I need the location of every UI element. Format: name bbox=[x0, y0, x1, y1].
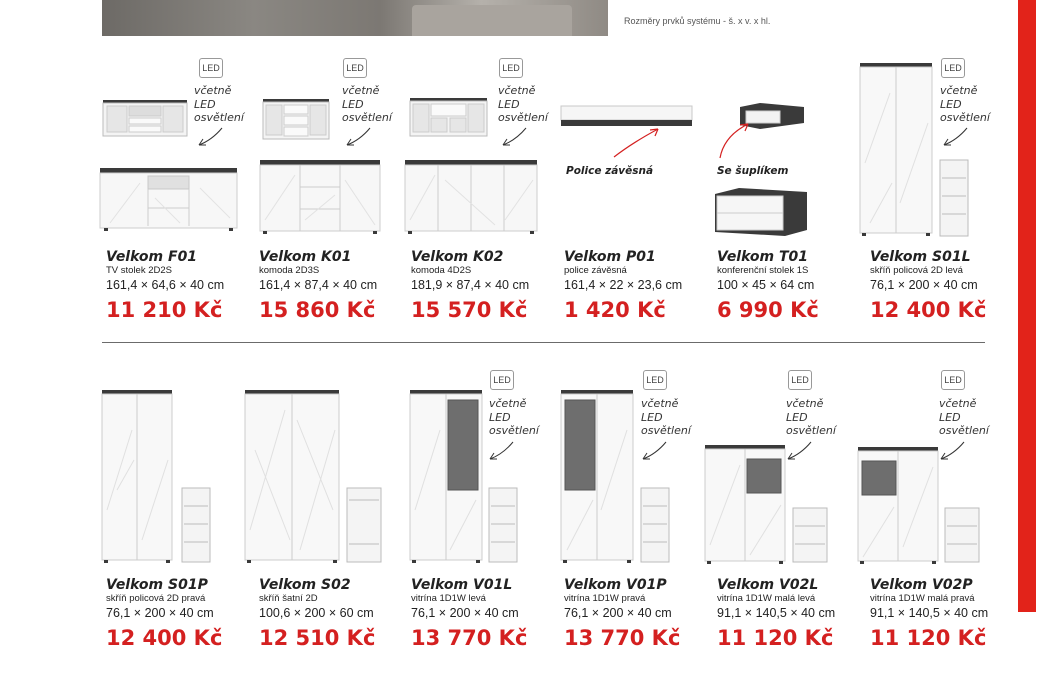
product-dimensions: 76,1 × 200 × 40 cm bbox=[106, 606, 214, 620]
product-card-s01p bbox=[106, 577, 256, 651]
product-dimensions: 91,1 × 140,5 × 40 cm bbox=[870, 606, 989, 620]
product-description: vitrína 1D1W levá bbox=[411, 593, 486, 604]
led-label: včetně LED osvětlení bbox=[641, 397, 691, 437]
s01l-cabinet-image bbox=[860, 63, 932, 237]
product-card-k02 bbox=[411, 249, 561, 323]
led-arrow-icon bbox=[487, 440, 515, 462]
led-badge: LED bbox=[788, 370, 812, 390]
k01-dresser-image bbox=[260, 160, 380, 234]
led-arrow-icon bbox=[500, 126, 528, 148]
product-dimensions: 161,4 × 64,6 × 40 cm bbox=[106, 278, 225, 292]
product-name: Velkom S01L bbox=[870, 249, 971, 265]
product-price: 11 210 Kč bbox=[106, 298, 223, 322]
f01-tv-stand-image bbox=[100, 168, 237, 232]
led-badge: LED bbox=[490, 370, 514, 390]
product-name: Velkom T01 bbox=[717, 249, 809, 265]
led-arrow-icon bbox=[938, 440, 966, 462]
led-arrow-icon bbox=[785, 440, 813, 462]
product-name: Velkom S01P bbox=[106, 577, 208, 593]
s01p-cabinet-image bbox=[102, 390, 172, 564]
product-card-v01l bbox=[411, 577, 561, 651]
s01l-open-image bbox=[940, 160, 968, 236]
product-card-p01 bbox=[564, 249, 714, 323]
product-name: Velkom V02P bbox=[870, 577, 973, 593]
product-price: 13 770 Kč bbox=[411, 626, 528, 650]
t01-coffee-table-image bbox=[715, 188, 807, 236]
led-label: včetně LED osvětlení bbox=[194, 84, 244, 124]
product-price: 13 770 Kč bbox=[564, 626, 681, 650]
product-name: Velkom F01 bbox=[106, 249, 198, 265]
product-name: Velkom K02 bbox=[411, 249, 504, 265]
product-name: Velkom V02L bbox=[717, 577, 819, 593]
product-description: TV stolek 2D2S bbox=[106, 265, 172, 276]
product-card-v02l bbox=[717, 577, 867, 651]
p01-callout-arrow bbox=[612, 125, 662, 160]
product-price: 6 990 Kč bbox=[717, 298, 819, 322]
product-dimensions: 161,4 × 22 × 23,6 cm bbox=[564, 278, 683, 292]
product-dimensions: 76,1 × 200 × 40 cm bbox=[411, 606, 519, 620]
product-dimensions: 91,1 × 140,5 × 40 cm bbox=[717, 606, 836, 620]
product-card-s02 bbox=[259, 577, 409, 651]
product-description: komoda 2D3S bbox=[259, 265, 320, 276]
product-card-v02p bbox=[870, 577, 1020, 651]
product-card-k01 bbox=[259, 249, 409, 323]
product-description: skříň policová 2D levá bbox=[870, 265, 963, 276]
led-badge: LED bbox=[199, 58, 223, 78]
product-name: Velkom K01 bbox=[259, 249, 352, 265]
product-price: 12 400 Kč bbox=[870, 298, 987, 322]
s02-wardrobe-image bbox=[245, 390, 339, 564]
product-price: 11 120 Kč bbox=[717, 626, 834, 650]
product-description: vitrína 1D1W malá pravá bbox=[870, 593, 975, 604]
led-badge: LED bbox=[343, 58, 367, 78]
v02l-vitrine-image bbox=[705, 445, 785, 565]
product-name: Velkom P01 bbox=[564, 249, 656, 265]
k01-open-image bbox=[263, 99, 329, 141]
product-description: police závěsná bbox=[564, 265, 627, 276]
rug-detail bbox=[412, 5, 572, 36]
led-label: včetně LED osvětlení bbox=[498, 84, 548, 124]
s01p-open-image bbox=[182, 488, 210, 562]
led-arrow-icon bbox=[941, 126, 969, 148]
product-description: konferenční stolek 1S bbox=[717, 265, 809, 276]
dimensions-note: Rozměry prvků systému - š. x v. x hl. bbox=[624, 16, 771, 26]
product-dimensions: 76,1 × 200 × 40 cm bbox=[564, 606, 672, 620]
v02p-vitrine-image bbox=[858, 447, 938, 565]
product-description: vitrína 1D1W pravá bbox=[564, 593, 646, 604]
row-divider bbox=[102, 342, 985, 343]
side-accent-bar bbox=[1018, 0, 1036, 612]
led-label: včetně LED osvětlení bbox=[940, 84, 990, 124]
led-badge: LED bbox=[643, 370, 667, 390]
product-price: 15 860 Kč bbox=[259, 298, 376, 322]
led-label: včetně LED osvětlení bbox=[939, 397, 989, 437]
product-name: Velkom V01L bbox=[411, 577, 513, 593]
product-card-t01 bbox=[717, 249, 867, 323]
product-description: vitrína 1D1W malá levá bbox=[717, 593, 816, 604]
led-arrow-icon bbox=[640, 440, 668, 462]
t01-callout-label: Se šuplíkem bbox=[717, 165, 789, 177]
led-arrow-icon bbox=[344, 126, 372, 148]
led-label: včetně LED osvětlení bbox=[489, 397, 539, 437]
product-description: skříň policová 2D pravá bbox=[106, 593, 206, 604]
s02-open-image bbox=[347, 488, 381, 562]
product-description: komoda 4D2S bbox=[411, 265, 472, 276]
p01-callout-label: Police závěsná bbox=[566, 165, 654, 177]
v02p-open-image bbox=[945, 508, 979, 562]
product-price: 12 400 Kč bbox=[106, 626, 223, 650]
led-badge: LED bbox=[941, 58, 965, 78]
product-dimensions: 100 × 45 × 64 cm bbox=[717, 278, 815, 292]
product-price: 11 120 Kč bbox=[870, 626, 987, 650]
product-card-f01 bbox=[106, 249, 256, 323]
product-description: skříň šatní 2D bbox=[259, 593, 318, 604]
product-card-v01p bbox=[564, 577, 714, 651]
product-price: 15 570 Kč bbox=[411, 298, 528, 322]
led-label: včetně LED osvětlení bbox=[786, 397, 836, 437]
product-card-s01l bbox=[870, 249, 1020, 323]
product-dimensions: 100,6 × 200 × 60 cm bbox=[259, 606, 374, 620]
top-room-photo bbox=[102, 0, 608, 36]
product-dimensions: 161,4 × 87,4 × 40 cm bbox=[259, 278, 378, 292]
v01l-open-image bbox=[489, 488, 517, 562]
led-label: včetně LED osvětlení bbox=[342, 84, 392, 124]
product-name: Velkom V01P bbox=[564, 577, 667, 593]
k02-open-image bbox=[410, 98, 487, 138]
led-badge: LED bbox=[499, 58, 523, 78]
led-badge: LED bbox=[941, 370, 965, 390]
v01p-open-image bbox=[641, 488, 669, 562]
t01-callout-arrow bbox=[714, 118, 754, 160]
product-price: 1 420 Kč bbox=[564, 298, 666, 322]
v01l-vitrine-image bbox=[410, 390, 482, 564]
product-price: 12 510 Kč bbox=[259, 626, 376, 650]
led-arrow-icon bbox=[196, 126, 224, 148]
product-dimensions: 181,9 × 87,4 × 40 cm bbox=[411, 278, 530, 292]
product-name: Velkom S02 bbox=[259, 577, 351, 593]
v02l-open-image bbox=[793, 508, 827, 562]
k02-dresser-image bbox=[405, 160, 537, 234]
product-dimensions: 76,1 × 200 × 40 cm bbox=[870, 278, 978, 292]
v01p-vitrine-image bbox=[561, 390, 633, 564]
f01-open-image bbox=[103, 100, 187, 138]
